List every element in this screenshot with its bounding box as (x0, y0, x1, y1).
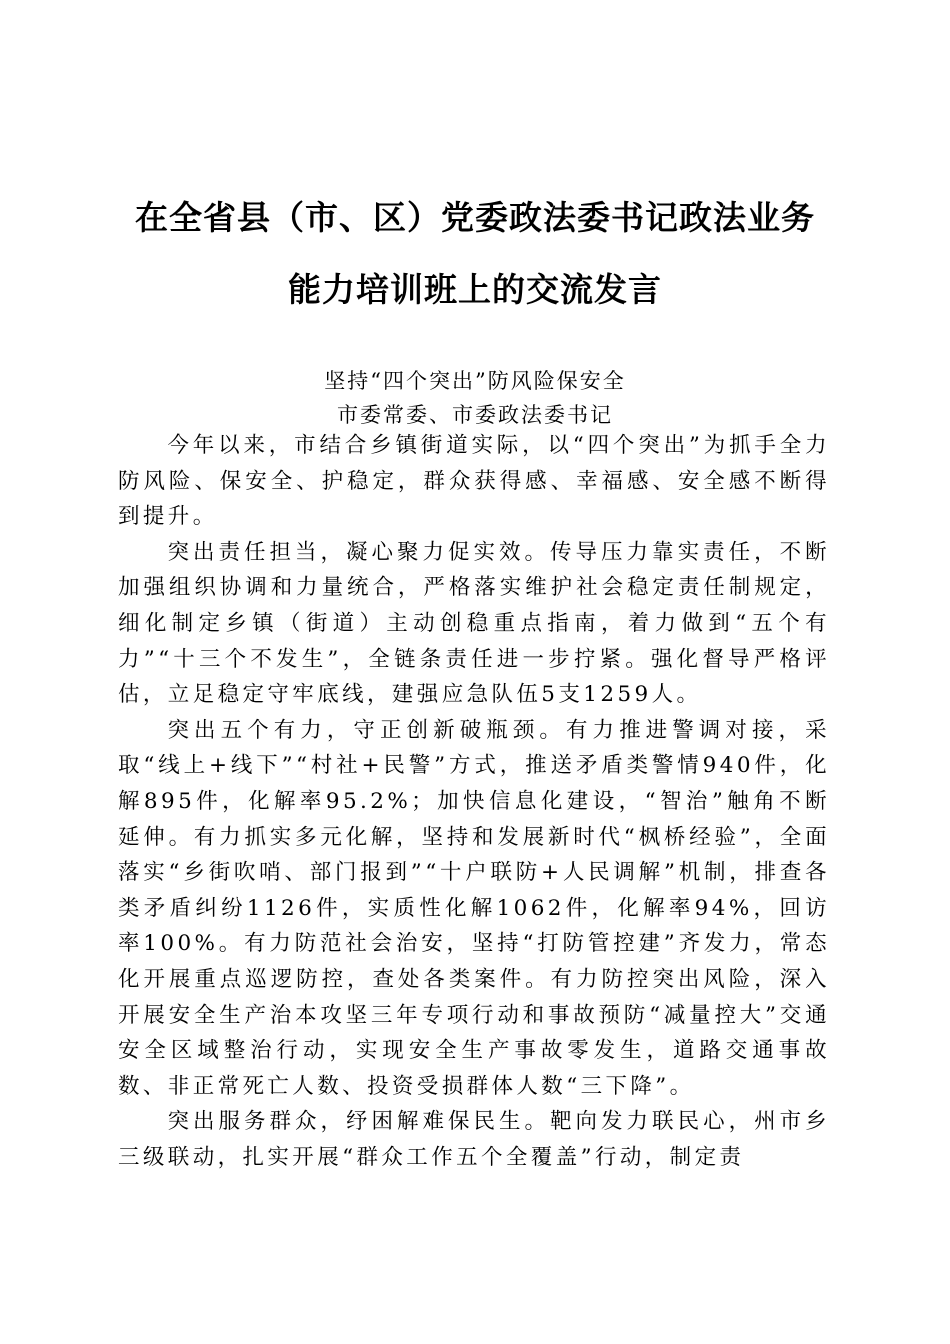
document-title-line-2: 能力培训班上的交流发言 (288, 270, 662, 309)
body-paragraph-serve-masses: 突出服务群众，纾困解难保民生。靶向发力联民心，州市乡三级联动，扎实开展“群众工作五个全覆盖”行动，制定责 (118, 1109, 830, 1170)
document-title-line-1: 在全省县（市、区）党委政法委书记政法业务 (135, 198, 815, 237)
body-paragraph-intro: 今年以来，市结合乡镇街道实际，以“四个突出”为抓手全力防风险、保安全、护稳定，群众获得感、幸福感、安全感不断得到提升。 (118, 433, 830, 530)
document-author: 市委常委、市委政法委书记 (337, 403, 613, 427)
body-paragraph-responsibility: 突出责任担当，凝心聚力促实效。传导压力靠实责任，不断加强组织协调和力量统合，严格落实维护社会稳定责任制规定，细化制定乡镇（街道）主动创稳重点指南，着力做到“五个有力”“十三个不发生”，全链条责任进一步拧紧。强化督导严格评估，立足稳定守牢底线，建强应急队伍5支1259人。 (118, 539, 830, 708)
document-body (118, 428, 830, 1175)
body-paragraph-five-forces: 突出五个有力，守正创新破瓶颈。有力推进警调对接，采取“线上+线下”“村社+民警”方式，推送矛盾类警情940件，化解895件，化解率95.2%；加快信息化建设，“智治”触角不断延伸。有力抓实多元化解，坚持和发展新时代“枫桥经验”，全面落实“乡街吹哨、部门报到”“十户联防+人民调解”机制，排查各类矛盾纠纷1126件，实质性化解1062件，化解率94%，回访率100%。有力防范社会治安，坚持“打防管控建”齐发力，常态化开展重点巡逻防控，查处各类案件。有力防控突出风险，深入开展安全生产治本攻坚三年专项行动和事故预防“减量控大”交通安全区域整治行动，实现安全生产事故零发生，道路交通事故数、非正常死亡人数、投资受损群体人数“三下降”。 (118, 717, 830, 1099)
document-subtitle: 坚持“四个突出”防风险保安全 (324, 369, 626, 393)
